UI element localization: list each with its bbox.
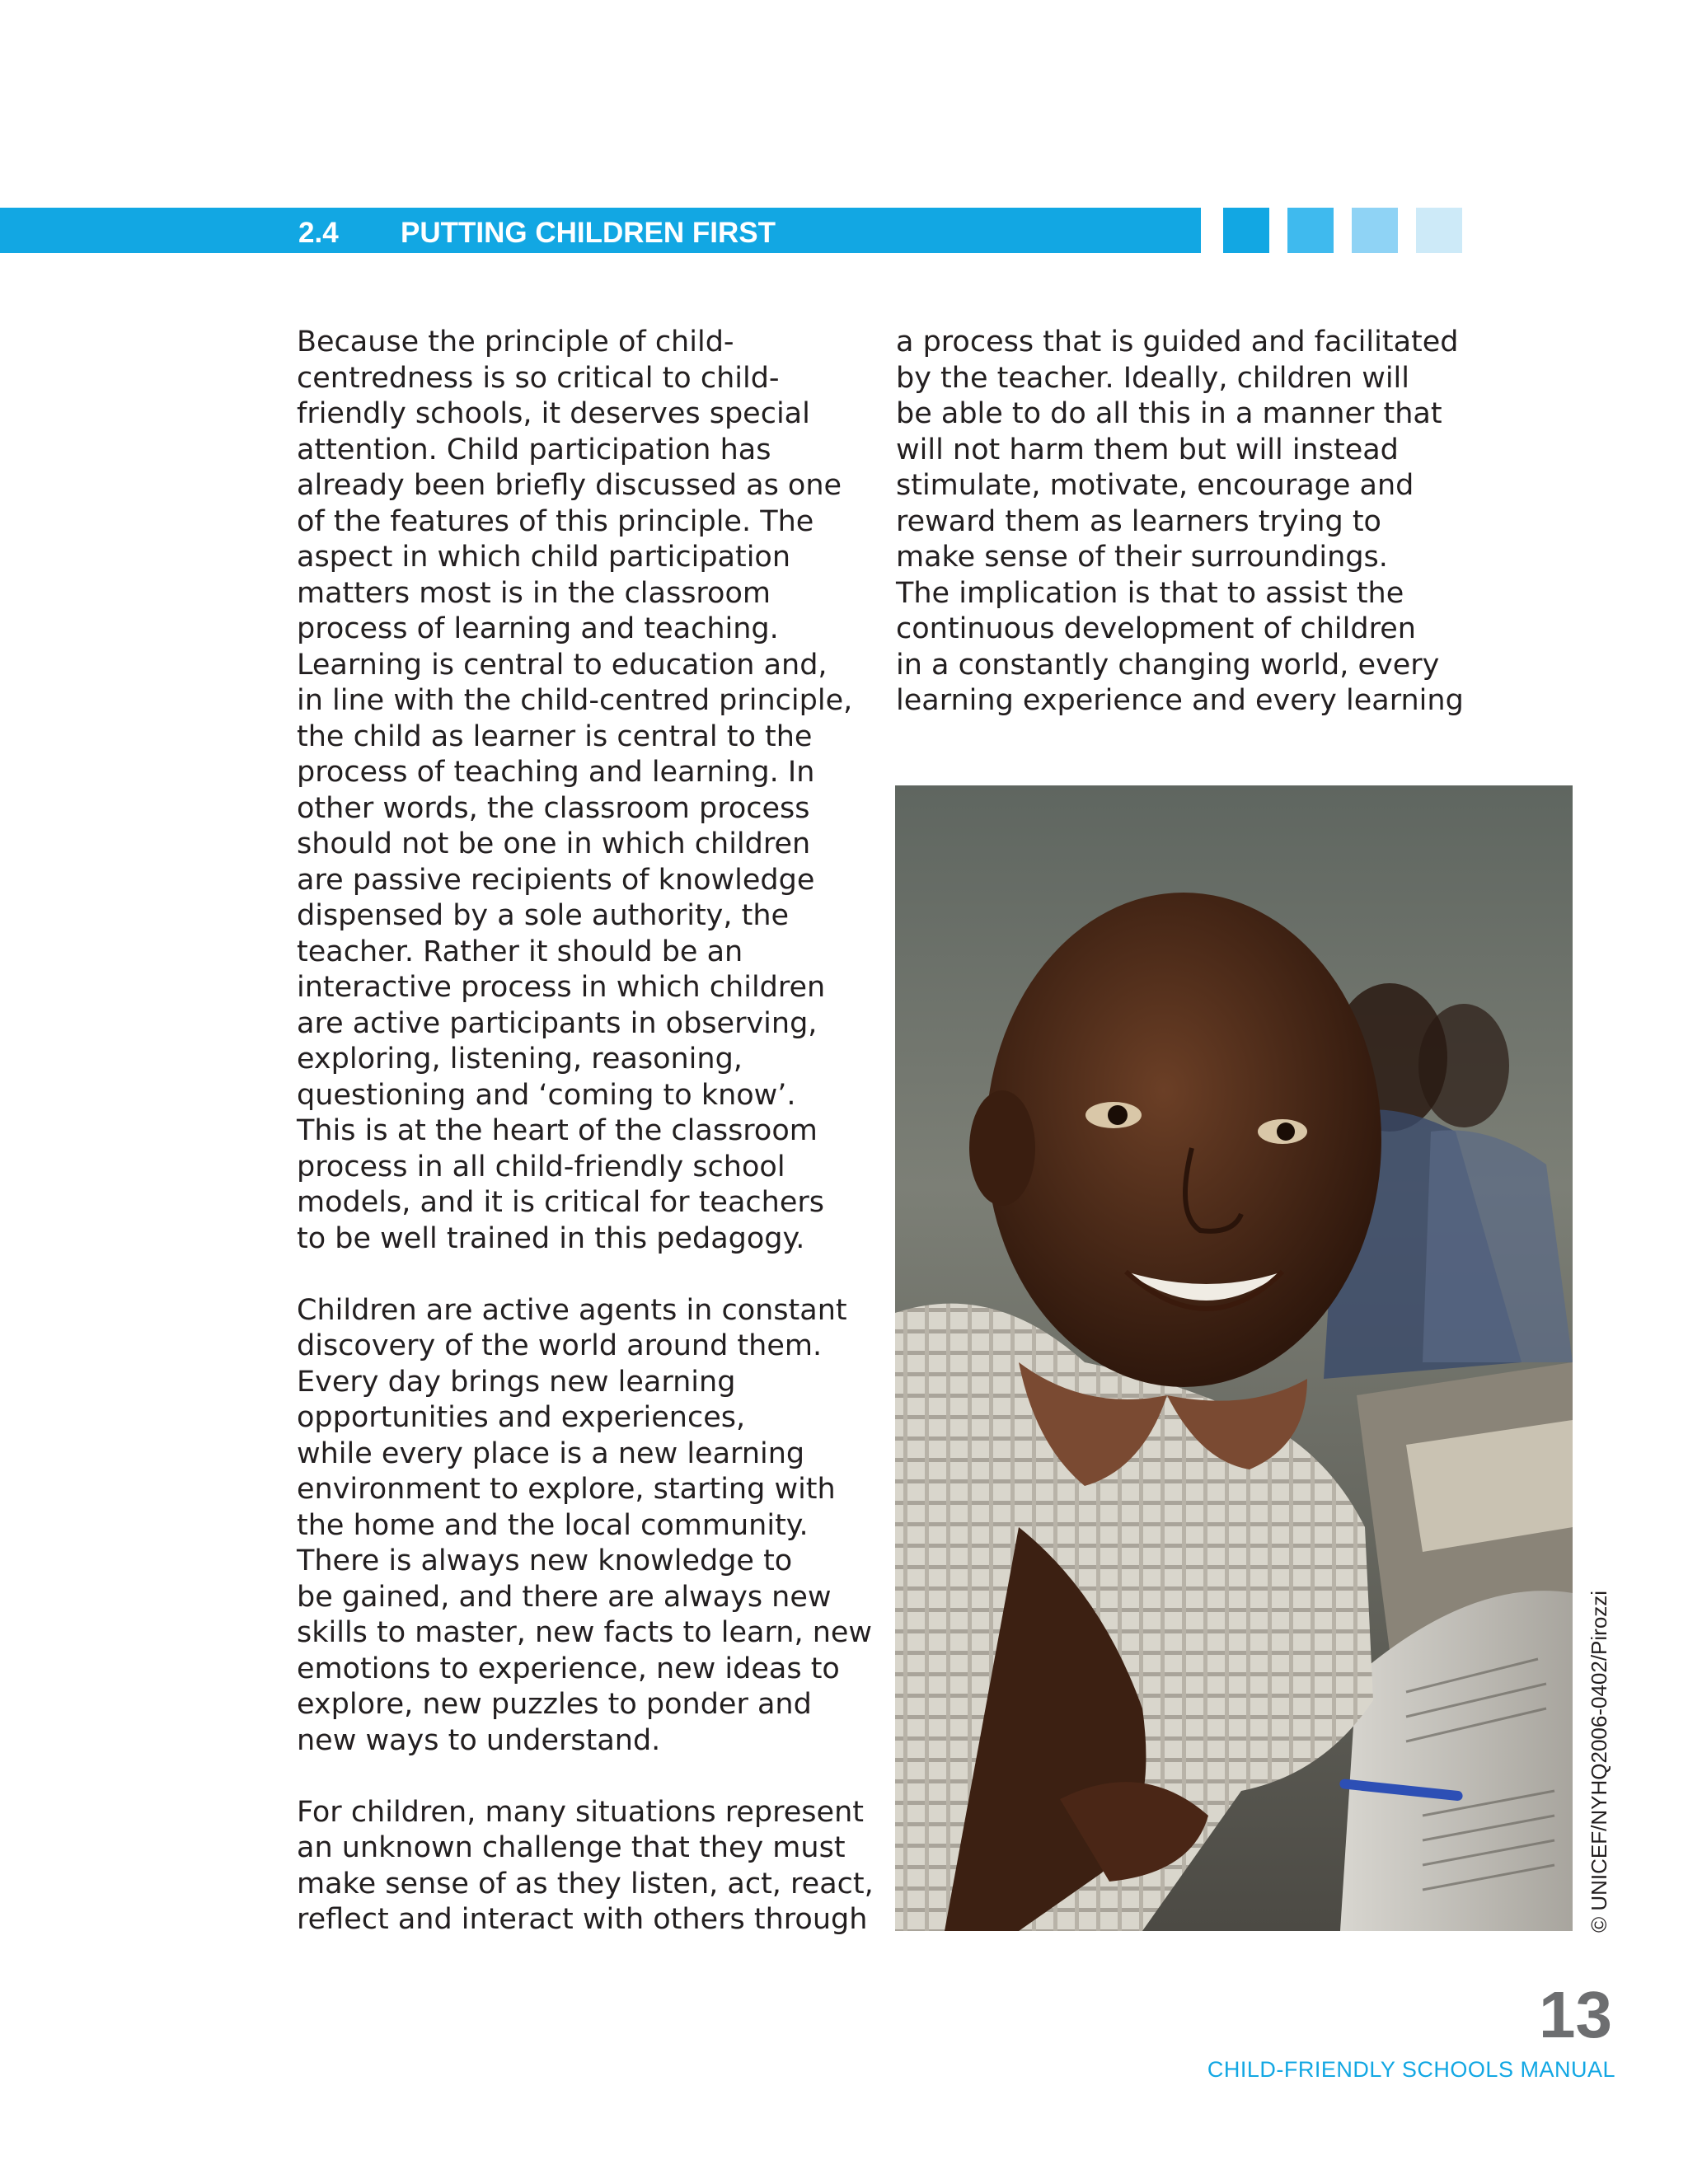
decorative-square <box>1223 208 1269 253</box>
left-text-column <box>297 325 890 1938</box>
paragraph: a process that is guided and facilitated by the teacher. Ideally, children will be able to do all this in a manner that will not harm them but will instead stimulate, motivate, encourage and reward them as learners trying to make sense of their surroundings. The implication is that to assist the continuous development of children in a constantly changing world, every learning experience and every learning <box>896 326 1464 717</box>
decorative-square <box>1352 208 1398 253</box>
section-title: PUTTING CHILDREN FIRST <box>401 217 776 249</box>
smiling-student-illustration <box>895 785 1573 1931</box>
footer-publication-title: CHILD-FRIENDLY SCHOOLS MANUAL <box>1207 2057 1615 2082</box>
paragraph: Children are active agents in constant discovery of the world around them. Every day brings new learning opportunities and experiences, while every place is a new learning environment to explore, starting with the home and the local community. There is always new knowledge to be gained, and there are always new skills to master, new facts to learn, new emotions to experience, new ideas to explore, new puzzles to ponder and new ways to understand. <box>297 1293 873 1757</box>
decorative-square <box>1287 208 1334 253</box>
decorative-square <box>1416 208 1462 253</box>
right-text-column <box>896 325 1489 719</box>
photo-credit: © UNICEF/NYHQ2006-0402/Pirozzi <box>1587 1590 1611 1933</box>
page-number: 13 <box>1539 1978 1612 2051</box>
paragraph: Because the principle of child- centredness is so critical to child- friendly schools, it deserves special attention. Child participation has already been briefly discussed as one of the features of this principle. The aspect in which child participation matters most is in the classroom process of learning and teaching. Learning is central to education and, in line with the child-centred principle, the child as learner is central to the process of teaching and learning. In other words, the classroom process should not be one in which children are passive recipients of knowledge dispensed by a sole authority, the teacher. Rather it should be an interactive process in which children are active participants in observing, exploring, listening, reasoning, questioning and ‘coming to know’. This is at the heart of the classroom process in all child-friendly school models, and it is critical for teachers to be well trained in this pedagogy. <box>297 326 853 1255</box>
paragraph: For children, many situations represent an unknown challenge that they must make sense of as they listen, act, react, reflect and interact with others through <box>297 1795 874 1936</box>
section-number: 2.4 <box>298 217 339 249</box>
student-photo <box>895 785 1573 1931</box>
